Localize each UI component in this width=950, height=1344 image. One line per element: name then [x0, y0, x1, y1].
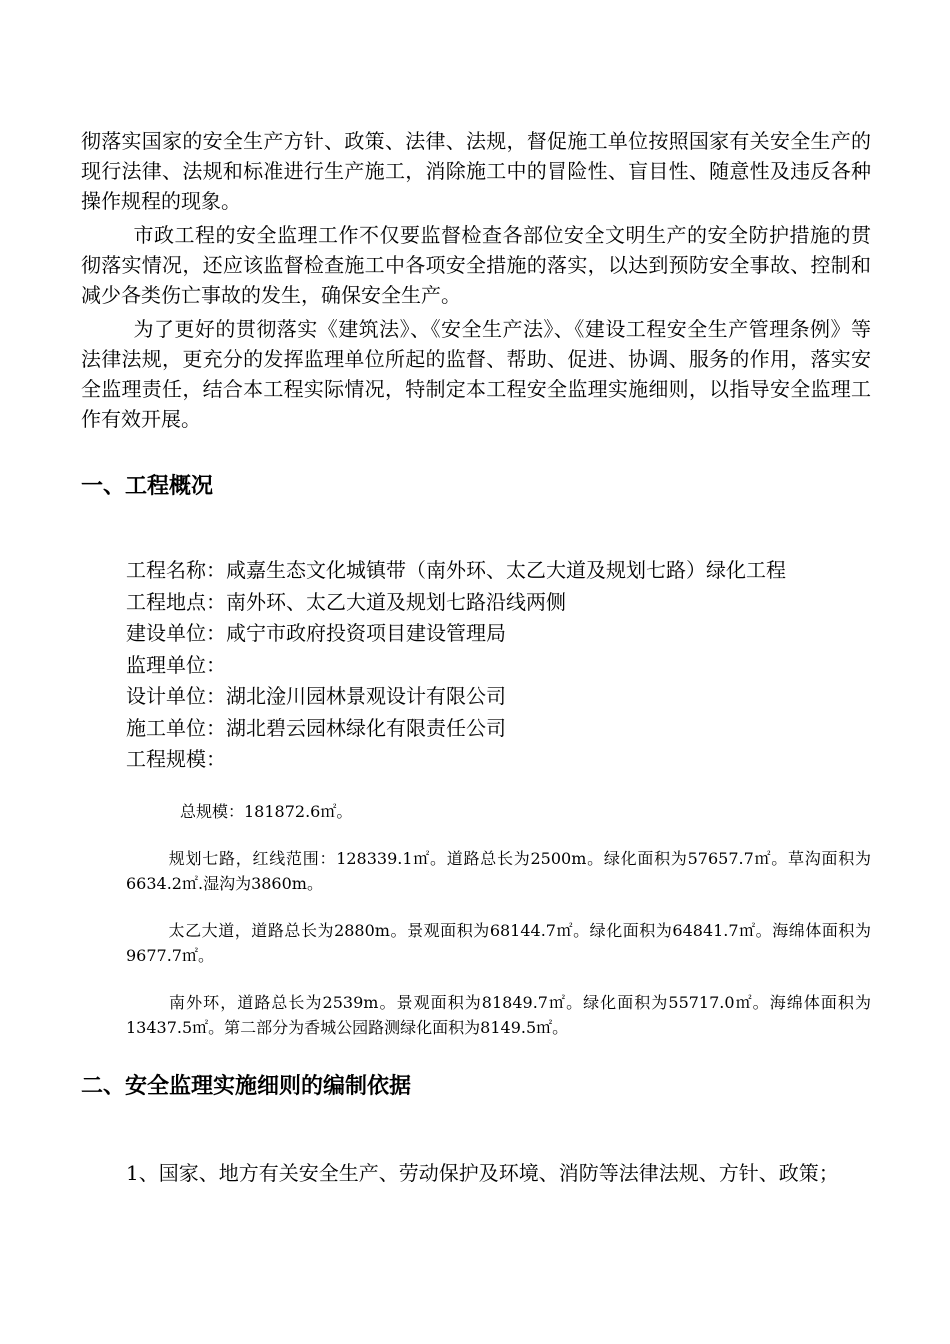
intro-paragraph-1: 彻落实国家的安全生产方针、政策、法律、法规，督促施工单位按照国家有关安全生产的现行法律、法规和标准进行生产施工，消除施工中的冒险性、盲目性、随意性及违反各种操作规程的现象。: [81, 129, 871, 213]
basis-item-1: 1、国家、地方有关安全生产、劳动保护及环境、消防等法律法规、方针、政策；: [126, 1161, 839, 1185]
project-location: 工程地点：南外环、太乙大道及规划七路沿线两侧: [126, 589, 566, 614]
section-heading-basis: 二、安全监理实施细则的编制依据: [81, 1074, 412, 1099]
project-scale-label: 工程规模：: [126, 747, 226, 771]
scale-taiyi-avenue: 太乙大道，道路总长为2880m。景观面积为68144.7㎡。绿化面积为64841.7㎡。海绵体面积为9677.7㎡。: [126, 921, 871, 965]
scale-south-ring: 南外环，道路总长为2539m。景观面积为81849.7㎡。绿化面积为55717.0㎡。海绵体面积为13437.5㎡。第二部分为香城公园路测绿化面积为8149.5㎡。: [126, 993, 871, 1037]
scale-total: 总规模：181872.6㎡。: [180, 802, 353, 821]
intro-paragraph-3: 为了更好的贯彻落实《建筑法》、《安全生产法》、《建设工程安全生产管理条例》等法律法规，更充分的发挥监理单位所起的监督、帮助、促进、协调、服务的作用，落实安全监理责任，结合本工程实际情况，特制定本工程安全监理实施细则，以指导安全监理工作有效开展。: [81, 317, 871, 431]
intro-paragraph-2: 市政工程的安全监理工作不仅要监督检查各部位安全文明生产的安全防护措施的贯彻落实情况，还应该监督检查施工中各项安全措施的落实，以达到预防安全事故、控制和减少各类伤亡事故的发生，确保安全生产。: [81, 223, 871, 307]
scale-road-7: 规划七路，红线范围：128339.1㎡。道路总长为2500m。绿化面积为57657.7㎡。草沟面积为6634.2㎡.湿沟为3860m。: [126, 849, 871, 893]
builder-unit: 施工单位：湖北碧云园林绿化有限责任公司: [126, 715, 506, 740]
design-unit: 设计单位：湖北淦川园林景观设计有限公司: [126, 684, 506, 708]
project-info-list: [126, 555, 886, 776]
construction-unit: 建设单位：咸宁市政府投资项目建设管理局: [126, 621, 506, 645]
section-heading-overview: 一、工程概况: [81, 474, 214, 499]
supervision-unit: 监理单位：: [126, 652, 226, 677]
project-name: 工程名称：咸嘉生态文化城镇带（南外环、太乙大道及规划七路）绿化工程: [126, 558, 786, 582]
